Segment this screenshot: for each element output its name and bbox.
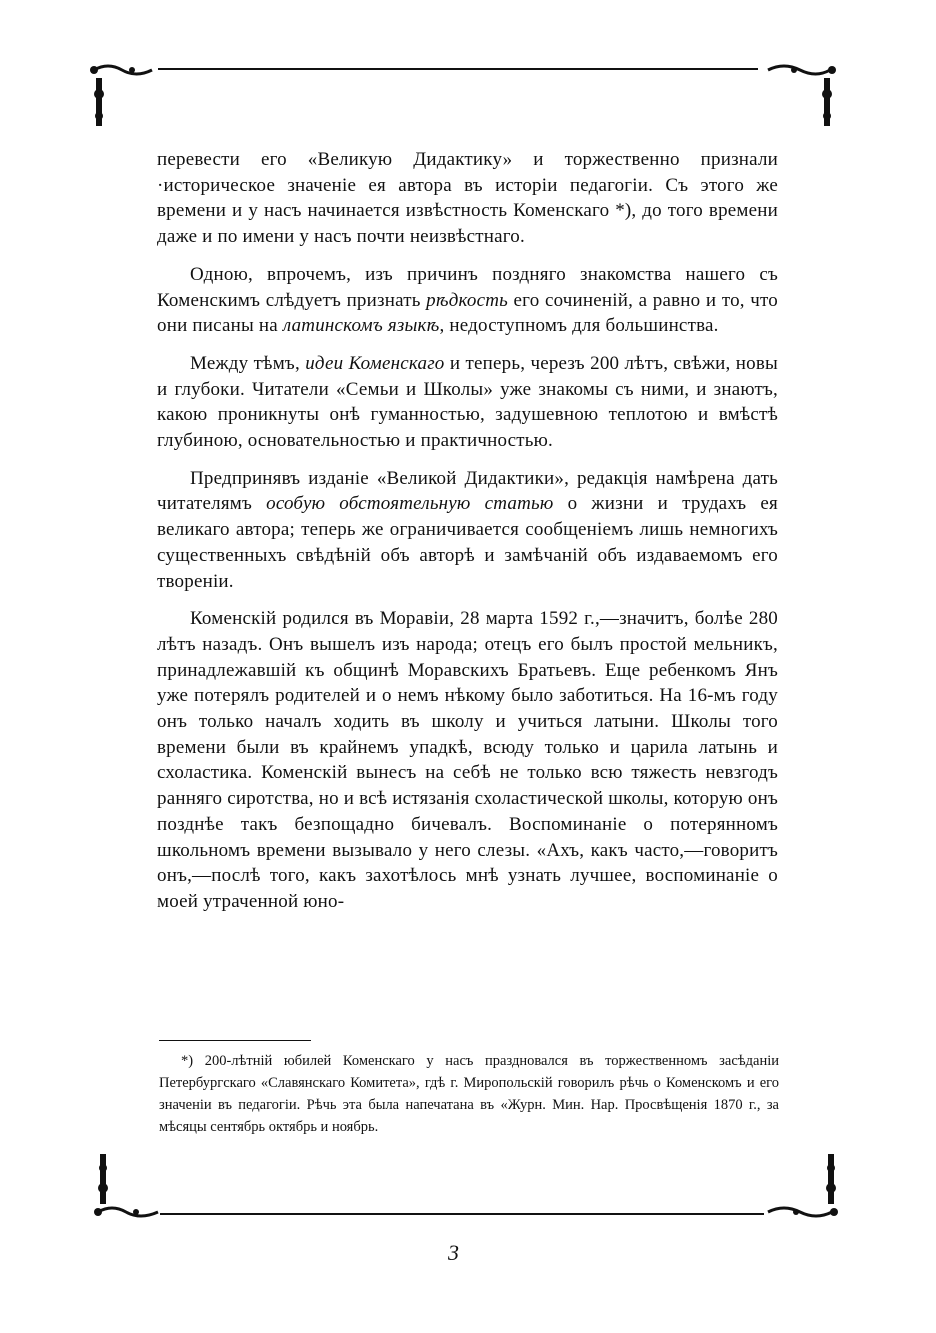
- text-run: о жизни и трудахъ ея великаго автора; теперь же ограничивается сообщенiемъ лишь немногихъ существенныхъ свѣдѣнiй объ авторѣ и замѣчанiй объ издаваемомъ его творенiи.: [157, 493, 778, 592]
- footnote: *) 200-лѣтнiй юбилей Коменскаго у насъ праздновался въ торжественномъ засѣданiи Петербургскаго «Славянскаго Комитета», гдѣ г. Миропольскiй говорилъ рѣчь о Коменскомъ и его значенiи въ педагогiи. Рѣчь эта была напечатана въ «Журн. Мин. Нар. Просвѣщенiя 1870 г., за мѣсяцы сентябрь октябрь и ноябрь.: [159, 1053, 779, 1135]
- italic-phrase: латинскомъ языкѣ: [282, 315, 440, 337]
- text-run: Одною, впрочемъ, изъ причинъ поздняго знакомства нашего съ Коменскимъ слѣдуетъ признать: [157, 263, 778, 311]
- italic-phrase: рѣдкость: [426, 289, 508, 311]
- paragraph: [157, 606, 778, 914]
- paragraph: [157, 351, 778, 454]
- text-run: его сочиненiй, а равно и то, что они писаны на: [157, 289, 778, 337]
- text-run: Между тѣмъ,: [190, 352, 306, 374]
- bottom-border-line: [160, 1213, 764, 1215]
- main-text-block: [157, 147, 778, 927]
- top-right-ornament-icon: [766, 60, 838, 132]
- italic-phrase: идеи Коменскаго: [305, 352, 445, 374]
- text-run: Коменскiй родился въ Моравiи, 28 марта 1592 г.,—значитъ, болѣе 280 лѣтъ назадъ. Онъ вышелъ изъ народа; отецъ его былъ простой мельникъ, принадлежавшiй къ общинѣ Моравскихъ Братьевъ. Еще ребенкомъ Янъ уже потерялъ родителей и о немъ нѣкому было заботиться. На 16-мъ году онъ только началъ ходить въ школу и учиться латыни. Школы того времени были въ крайнемъ упадкѣ, всюду только и царила латынь и схоластика. Коменскiй вынесъ на себѣ не только всю тяжесть невзгодъ ранняго сиротства, но и всѣ истязанiя схоластической школы, которую онъ позднѣе такъ безпощадно бичевалъ. Воспоминанiе о потерянномъ школьномъ времени вызывало у него слезы. «Ахъ, какъ часто,—говоритъ онъ,—послѣ того, какъ захотѣлось мнѣ узнать лучшее, воспоминанiе о моей утраченной юно-: [157, 608, 778, 912]
- bottom-right-ornament-icon: [764, 1150, 840, 1222]
- text-run: , недоступномъ для большинства.: [439, 315, 719, 337]
- paragraph: [157, 147, 778, 250]
- top-border-line: [158, 68, 758, 70]
- bottom-left-ornament-icon: [92, 1150, 162, 1222]
- text-run: и теперь, черезъ 200 лѣтъ, свѣжи, новы и глубоки. Читатели «Семьи и Школы» уже знакомы съ ними, и знаютъ, какою проникнуты онѣ гуманностью, задушевною теплотою и вмѣстѣ глубиною, основательностью и практичностью.: [157, 352, 778, 452]
- top-left-ornament-icon: [88, 60, 158, 132]
- italic-phrase: особую обстоятельную статью: [266, 493, 554, 515]
- text-run: перевести его «Великую Дидактику» и торжественно признали ·историческое значенiе ея автора въ исторiи педагогiи. Съ этого же времени и у насъ начинается извѣстность Коменскаго *), до того времени даже и по имени у насъ почти неизвѣстнаго.: [157, 149, 778, 248]
- paragraph: [157, 262, 778, 339]
- paragraph: [157, 466, 778, 595]
- page-number: 3: [448, 1240, 459, 1265]
- footnote-divider: [159, 1040, 311, 1041]
- text-run: Предпринявъ изданiе «Великой Дидактики», редакцiя намѣрена дать читателямъ: [157, 467, 778, 515]
